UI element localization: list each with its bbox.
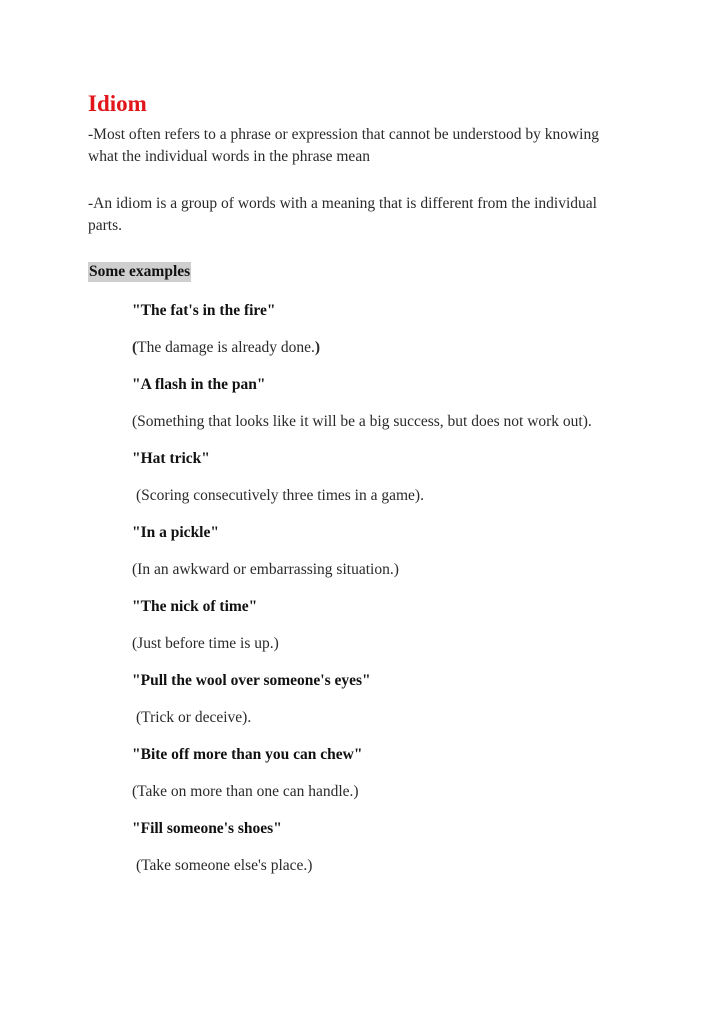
definition-paragraph-1: -Most often refers to a phrase or expression that cannot be understood by knowing what the individual words in the phrase mean (88, 126, 599, 165)
example-meaning: (Take on more than one can handle.) (132, 783, 359, 800)
examples-list (132, 300, 602, 892)
example-item (132, 374, 602, 432)
example-item (132, 818, 602, 876)
example-meaning: (Just before time is up.) (132, 635, 279, 652)
example-item (132, 596, 602, 654)
example-item (132, 744, 602, 802)
meaning-close-paren: ) (314, 339, 321, 356)
example-meaning (132, 337, 602, 358)
example-item (132, 300, 602, 358)
example-meaning: (Trick or deceive). (136, 709, 252, 726)
meaning-open-paren: ( (132, 339, 138, 356)
example-idiom: "Fill someone's shoes" (132, 820, 282, 837)
example-idiom: "A flash in the pan" (132, 376, 266, 393)
example-meaning: (Something that looks like it will be a big success, but does not work out). (132, 413, 592, 430)
example-meaning: (In an awkward or embarrassing situation.) (132, 561, 399, 578)
example-idiom: "Bite off more than you can chew" (132, 746, 363, 763)
example-item (132, 670, 602, 728)
example-item (132, 522, 602, 580)
example-idiom: "In a pickle" (132, 524, 219, 541)
example-meaning: (Take someone else's place.) (136, 857, 313, 874)
example-idiom: "Pull the wool over someone's eyes" (132, 672, 371, 689)
example-item (132, 448, 602, 506)
example-meaning: (Scoring consecutively three times in a game). (136, 487, 424, 504)
document-title: Idiom (88, 91, 147, 116)
definition-paragraph-2: -An idiom is a group of words with a meaning that is different from the individual parts. (88, 195, 597, 234)
example-idiom: "Hat trick" (132, 450, 210, 467)
example-idiom: "The fat's in the fire" (132, 302, 276, 319)
examples-heading: Some examples (89, 263, 191, 280)
meaning-text: The damage is already done. (137, 339, 315, 356)
example-idiom: "The nick of time" (132, 598, 258, 615)
